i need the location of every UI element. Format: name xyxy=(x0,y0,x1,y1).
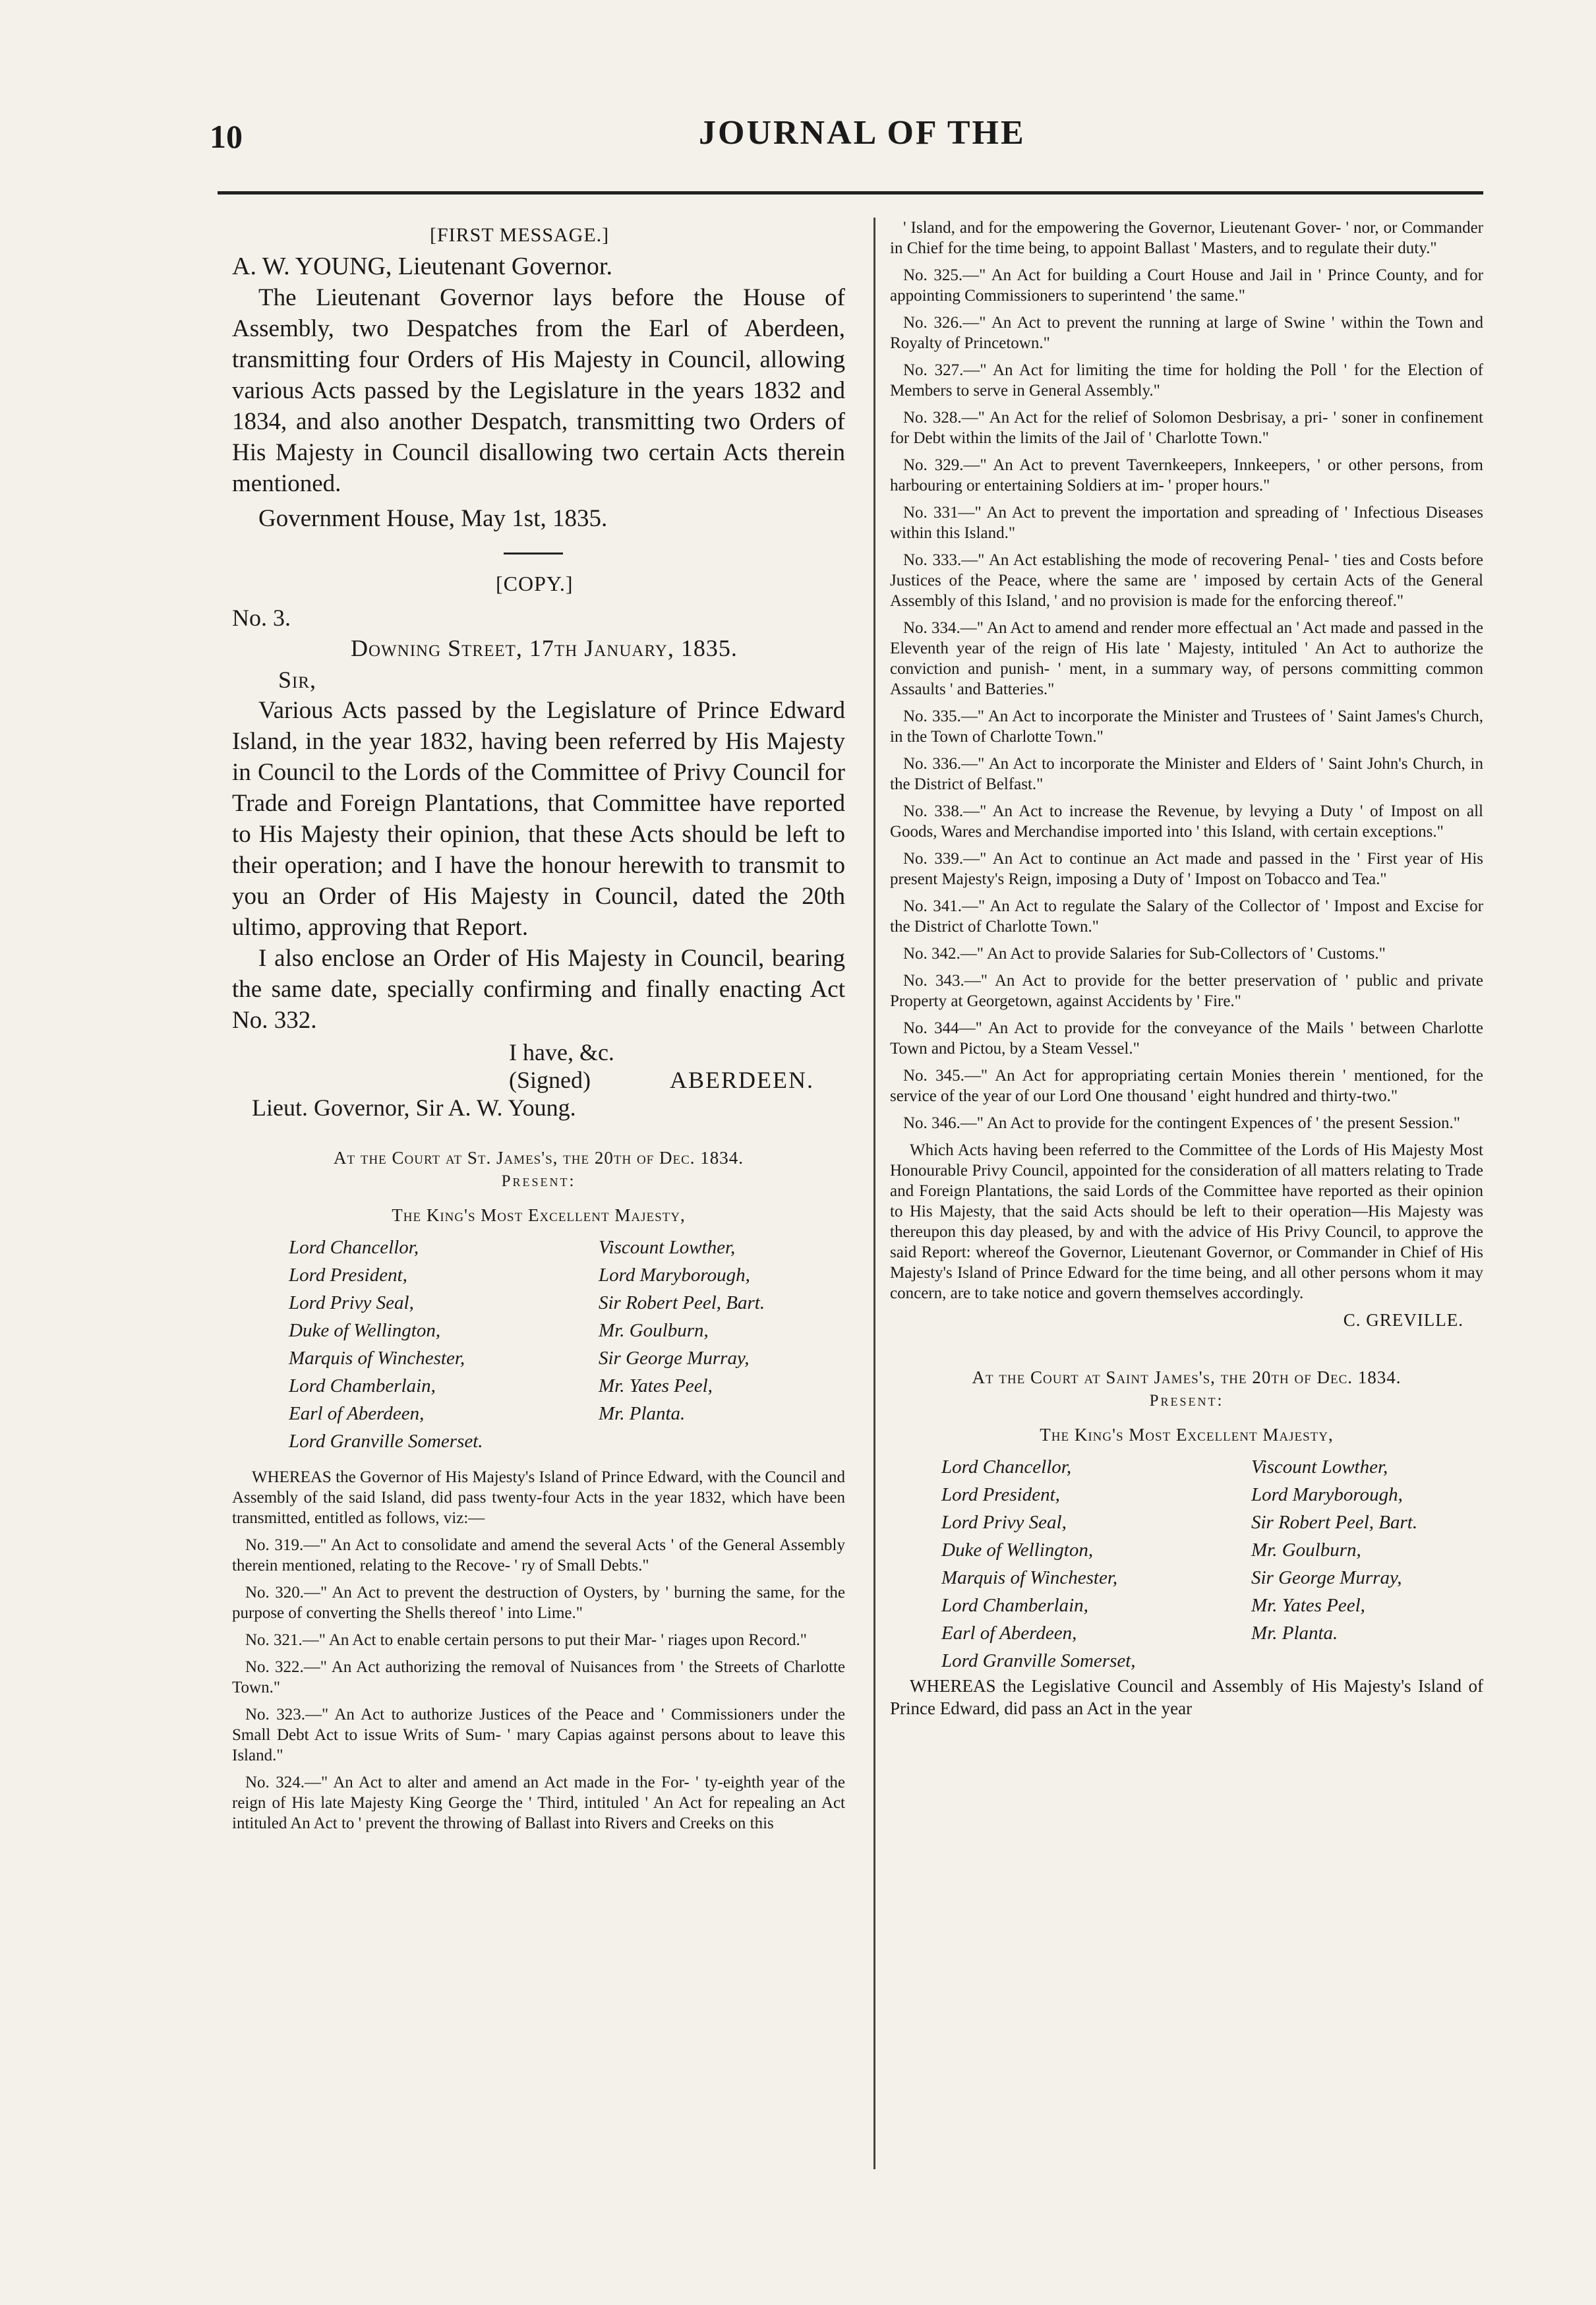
council-name: Sir Robert Peel, Bart. xyxy=(1251,1512,1418,1533)
kings-line: The King's Most Excellent Majesty, xyxy=(392,1205,686,1225)
act-entry: No. 341.—" An Act to regulate the Salary of the Collector of ' Impost and Excise for the District of Charlotte Town." xyxy=(890,897,1483,936)
council-name: Marquis of Winchester, xyxy=(941,1567,1118,1588)
council-name: Lord Granville Somerset, xyxy=(941,1650,1136,1671)
council-names xyxy=(890,1453,1483,1675)
kings-line: The King's Most Excellent Majesty, xyxy=(1040,1425,1334,1445)
council-name: Sir Robert Peel, Bart. xyxy=(599,1292,765,1313)
act-entry: No. 344—" An Act to provide for the conveyance of the Mails ' between Charlotte Town and Pictou, by a Steam Vessel." xyxy=(890,1019,1483,1058)
signed-name: ABERDEEN. xyxy=(669,1067,814,1093)
act-entry: No. 319.—" An Act to consolidate and amend the several Acts ' of the General Assembly therein mentioned, relating to the Recove- ' ry of Small Debts." xyxy=(232,1536,845,1574)
council-name: Lord Privy Seal, xyxy=(941,1512,1067,1533)
present-heading: Present: xyxy=(1149,1392,1224,1410)
council-name: Lord Chancellor, xyxy=(941,1456,1072,1478)
letter-paragraph-1: Various Acts passed by the Legislature of Prince Edward Island, in the year 1832, having been referred by His Majesty in Council to the Lords of the Committee of Privy Council for Trade and Foreign Plantations, that Committee have reported to His Majesty their opinion, that these Acts should be left to their operation; and I have the honour herewith to transmit to you an Order of His Majesty in Council, dated the 20th ultimo, approving that Report. xyxy=(232,697,845,941)
column-rule xyxy=(873,218,875,2169)
despatch-number: No. 3. xyxy=(232,605,291,631)
header-rule xyxy=(218,191,1483,195)
council-name: Sir George Murray, xyxy=(1251,1567,1402,1588)
acts-list xyxy=(890,218,1483,1303)
act-entry: No. 333.—" An Act establishing the mode of recovering Penal- ' ties and Costs before Justices of the Peace, where the same are ' imposed by certain Acts of the General Assembly of this Island, ' and no provision is made for the enforcing thereof." xyxy=(890,551,1483,610)
act-entry: No. 324.—" An Act to alter and amend an Act made in the For- ' ty-eighth year of the reign of His late Majesty King George the ' Third, intituled ' An Act for repealing an Act intituled An Act to ' prevent the throwing of Ballast into Rivers and Creeks on this xyxy=(232,1774,845,1832)
council-name: Lord Granville Somerset. xyxy=(289,1431,483,1452)
signature-line xyxy=(232,1066,845,1094)
council-name: Lord President, xyxy=(289,1265,407,1286)
council-name: Earl of Aberdeen, xyxy=(289,1403,425,1424)
council-name: Viscount Lowther, xyxy=(599,1237,736,1258)
court-heading: At the Court at Saint James's, the 20th of Dec. 1834. xyxy=(972,1367,1402,1387)
message-text: The Lieutenant Governor lays before the House of Assembly, two Despatches from the Earl of Aberdeen, transmitting four Orders of His Majesty in Council, allowing various Acts passed by the Legislature in the years 1832 and 1834, and also another Despatch, transmitting two Orders of His Majesty in Council disallowing two certain Acts therein mentioned. xyxy=(232,284,845,497)
governor-line: A. W. YOUNG, Lieutenant Governor. xyxy=(232,253,612,280)
signed-label: (Signed) xyxy=(509,1067,591,1093)
order-text xyxy=(232,1467,845,1834)
act-entry: No. 320.—" An Act to prevent the destruction of Oysters, by ' burning the same, for the purpose of converting the Shells thereof ' into Lime." xyxy=(232,1584,845,1622)
council-name: Lord Chamberlain, xyxy=(289,1375,436,1396)
act-entry: No. 343.—" An Act to provide for the better preservation of ' public and private Property at Georgetown, against Accidents by ' Fire." xyxy=(890,972,1483,1010)
council-names xyxy=(232,1234,845,1455)
council-name: Mr. Goulburn, xyxy=(1251,1540,1361,1561)
closing: I have, &c. xyxy=(509,1039,614,1065)
act-entry: No. 321.—" An Act to enable certain persons to put their Mar- ' riages upon Record." xyxy=(245,1631,807,1649)
which-acts-paragraph: Which Acts having been referred to the Committee of the Lords of His Majesty Most Honourable Privy Council, appointed for the consideration of all matters relating to Trade and Foreign Plantations, the said Lords of the Committee have reported as their opinion to His Majesty, that the said Acts should be left to their operation—His Majesty was thereupon this day pleased, by and with the advice of His Privy Council, to approve the said Report: whereof the Governor, Lieutenant Governor, or Commander in Chief of His Majesty's Island of Prince Edward for the time being, and all other persons whom it may concern, are to take notice and govern themselves accordingly. xyxy=(890,1141,1483,1302)
council-name: Sir George Murray, xyxy=(599,1348,750,1369)
act-entry: No. 329.—" An Act to prevent Tavernkeepers, Innkeepers, ' or other persons, from harbouring or entertaining Soldiers at im- ' proper hours." xyxy=(890,456,1483,494)
council-name: Lord Privy Seal, xyxy=(289,1292,414,1313)
right-column xyxy=(890,218,1483,1720)
message-body xyxy=(232,282,845,499)
whereas-paragraph: WHEREAS the Governor of His Majesty's Island of Prince Edward, with the Council and Assembly of the said Island, did pass twenty-four Acts in the year 1832, which have been transmitted, entitled as follows, viz:— xyxy=(232,1468,845,1527)
present-heading: Present: xyxy=(501,1172,576,1190)
council-name: Mr. Yates Peel, xyxy=(599,1375,713,1396)
government-house-line: Government House, May 1st, 1835. xyxy=(258,505,608,532)
act-entry: No. 327.—" An Act for limiting the time for holding the Poll ' for the Election of Members to serve in General Assembly." xyxy=(890,361,1483,400)
council-name: Marquis of Winchester, xyxy=(289,1348,465,1369)
copy-heading: [COPY.] xyxy=(496,572,574,595)
act-entry: No. 346.—" An Act to provide for the contingent Expences of ' the present Session." xyxy=(903,1114,1460,1132)
message-heading: [FIRST MESSAGE.] xyxy=(430,224,610,246)
council-name: Duke of Wellington, xyxy=(941,1540,1094,1561)
council-name: Mr. Planta. xyxy=(599,1403,686,1424)
council-name: Lord Chancellor, xyxy=(289,1237,419,1258)
act-entry: No. 334.—" An Act to amend and render more effectual an ' Act made and passed in the Eleventh year of the reign of His late ' Majesty, intituled ' An Act to authorize the conviction and punish- ' ment, in a summary way, of persons committing common Assaults ' and Batteries." xyxy=(890,619,1483,698)
council-name: Mr. Yates Peel, xyxy=(1251,1595,1365,1616)
act-entry: No. 336.—" An Act to incorporate the Minister and Elders of ' Saint John's Church, in the District of Belfast." xyxy=(890,755,1483,793)
letter-paragraph-2: I also enclose an Order of His Majesty in Council, bearing the same date, specially confirming and finally enacting Act No. 332. xyxy=(232,945,845,1034)
act-entry: No. 335.—" An Act to incorporate the Minister and Trustees of ' Saint James's Church, in the Town of Charlotte Town." xyxy=(890,707,1483,746)
council-name: Lord President, xyxy=(941,1484,1060,1505)
dateline: Downing Street, 17th January, 1835. xyxy=(351,635,738,661)
act-entry: No. 345.—" An Act for appropriating certain Monies therein ' mentioned, for the service of the year of our Lord One thousand ' eight hundred and thirty-two." xyxy=(890,1067,1483,1105)
council-name: Earl of Aberdeen, xyxy=(941,1623,1077,1644)
salutation: Sir, xyxy=(278,667,317,693)
whereas-paragraph: WHEREAS the Legislative Council and Assembly of His Majesty's Island of Prince Edward, did pass an Act in the year xyxy=(890,1676,1483,1718)
act-entry: No. 326.—" An Act to prevent the running at large of Swine ' within the Town and Royalty of Princetown." xyxy=(890,314,1483,352)
page-number: 10 xyxy=(210,118,243,155)
council-name: Lord Maryborough, xyxy=(599,1265,750,1286)
court-heading: At the Court at St. James's, the 20th of Dec. 1834. xyxy=(333,1148,744,1168)
letter-body xyxy=(232,695,845,1036)
act-entry: No. 342.—" An Act to provide Salaries for Sub-Collectors of ' Customs." xyxy=(903,945,1386,963)
greville-signature: C. GREVILLE. xyxy=(1343,1310,1463,1330)
council-name: Lord Chamberlain, xyxy=(941,1595,1088,1616)
section-rule xyxy=(504,553,563,554)
act-entry: No. 339.—" An Act to continue an Act made and passed in the ' First year of His present Majesty's Reign, imposing a Duty of ' Impost on Tobacco and Tea." xyxy=(890,850,1483,888)
act-entry: No. 322.—" An Act authorizing the removal of Nuisances from ' the Streets of Charlotte Town." xyxy=(232,1658,845,1696)
addressee: Lieut. Governor, Sir A. W. Young. xyxy=(252,1094,576,1121)
council-name: Mr. Planta. xyxy=(1251,1623,1338,1644)
council-name: Mr. Goulburn, xyxy=(599,1320,709,1341)
council-name: Lord Maryborough, xyxy=(1251,1484,1403,1505)
act-entry: No. 323.—" An Act to authorize Justices of the Peace and ' Commissioners under the Small Debt Act to issue Writs of Sum- ' mary Capias against persons about to leave this Island." xyxy=(232,1706,845,1764)
council-name: Duke of Wellington, xyxy=(289,1320,441,1341)
act-entry: ' Island, and for the empowering the Governor, Lieutenant Gover- ' nor, or Commander in Chief for the time being, to appoint Ballast ' Masters, and to regulate their duty." xyxy=(890,219,1483,257)
running-title: JOURNAL OF THE xyxy=(699,114,1026,152)
council-name: Viscount Lowther, xyxy=(1251,1456,1388,1478)
act-entry: No. 338.—" An Act to increase the Revenue, by levying a Duty ' of Impost on all Goods, Wares and Merchandise imported into ' this Island, with certain exceptions." xyxy=(890,802,1483,841)
act-entry: No. 328.—" An Act for the relief of Solomon Desbrisay, a pri- ' soner in confinement for Debt within the limits of the Jail of ' Charlotte Town." xyxy=(890,409,1483,447)
act-entry: No. 331—" An Act to prevent the importation and spreading of ' Infectious Diseases within this Island." xyxy=(890,504,1483,542)
left-column xyxy=(232,224,845,1840)
act-entry: No. 325.—" An Act for building a Court House and Jail in ' Prince County, and for appointing Commissioners to superintend ' the same." xyxy=(890,266,1483,305)
